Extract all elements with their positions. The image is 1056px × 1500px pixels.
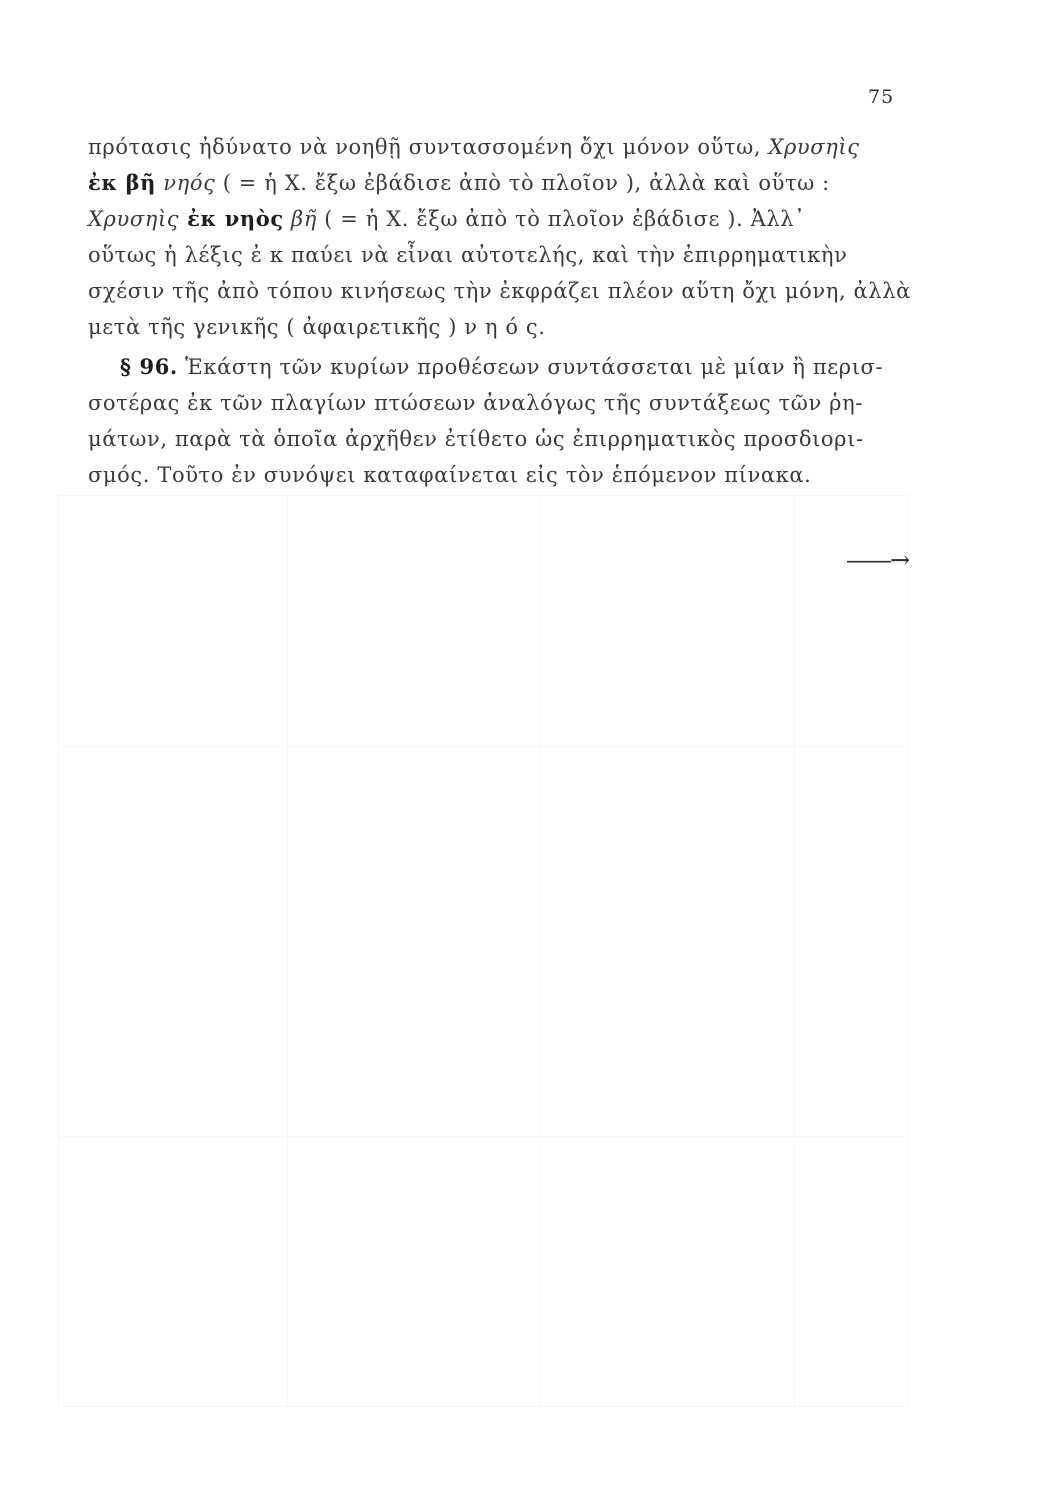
bleed-through-column <box>794 496 795 1406</box>
bleed-through-column <box>287 496 288 1406</box>
italic-word: νηός <box>156 171 216 195</box>
bleed-through-column <box>539 496 540 1406</box>
section-number: § 96. <box>120 354 178 379</box>
text-line: σχέσιν τῆς ἀπὸ τόπου κινήσεως τὴν ἐκφράζει πλέον αὕτη ὄχι μόνη, ἀλλὰ <box>88 279 911 303</box>
bold-phrase: ἐκ βῆ <box>88 170 157 195</box>
text-line <box>88 132 860 162</box>
italic-word: Χρυσηὶς <box>768 135 860 159</box>
bleed-through-row <box>59 746 907 747</box>
bleed-through-row <box>59 1136 907 1137</box>
text-line: οὕτως ἡ λέξις ἐ κ παύει νὰ εἶναι αὐτοτελής, καὶ τὴν ἐπιρρηματικὴν <box>88 243 848 267</box>
text-line: μάτων, παρὰ τὰ ὁποῖα ἀρχῆθεν ἐτίθετο ὡς ἐπιρρηματικὸς προσδιορι- <box>88 427 864 451</box>
bleed-through-table <box>58 495 908 1407</box>
text-line: σοτέρας ἐκ τῶν πλαγίων πτώσεων ἀναλόγως τῆς συντάξεως τῶν ῥη- <box>88 391 863 415</box>
italic-word: Χρυσηὶς <box>88 207 180 231</box>
bold-phrase: ἐκ νηὸς <box>179 206 284 231</box>
text-line <box>88 204 805 234</box>
text-line: σμός. Τοῦτο ἐν συνόψει καταφαίνεται εἰς τὸν ἑπόμενον πίνακα. <box>88 463 812 487</box>
continuation-arrow-icon: ——→ <box>846 546 909 574</box>
section-line <box>120 352 883 382</box>
text-run: ( = ἡ Χ. ἔξω ἐβάδισε ἀπὸ τὸ πλοῖον ), ἀλλὰ καὶ οὕτω : <box>215 171 830 195</box>
text-run: ( = ἡ Χ. ἔξω ἀπὸ τὸ πλοῖον ἐβάδισε ). Ἀλλ᾽ <box>316 207 806 231</box>
italic-word: βῆ <box>283 207 317 231</box>
page-number: 75 <box>868 86 895 108</box>
text-run: πρότασις ἠδύνατο νὰ νοηθῇ συντασσομένη ὄχι μόνον οὕτω, <box>88 135 769 159</box>
text-run: Ἑκάστη τῶν κυρίων προθέσεων συντάσσεται μὲ μίαν ἢ περισ- <box>177 355 884 379</box>
text-line <box>88 168 830 198</box>
text-line: μετὰ τῆς γενικῆς ( ἀφαιρετικῆς ) ν η ό ς. <box>88 315 546 339</box>
